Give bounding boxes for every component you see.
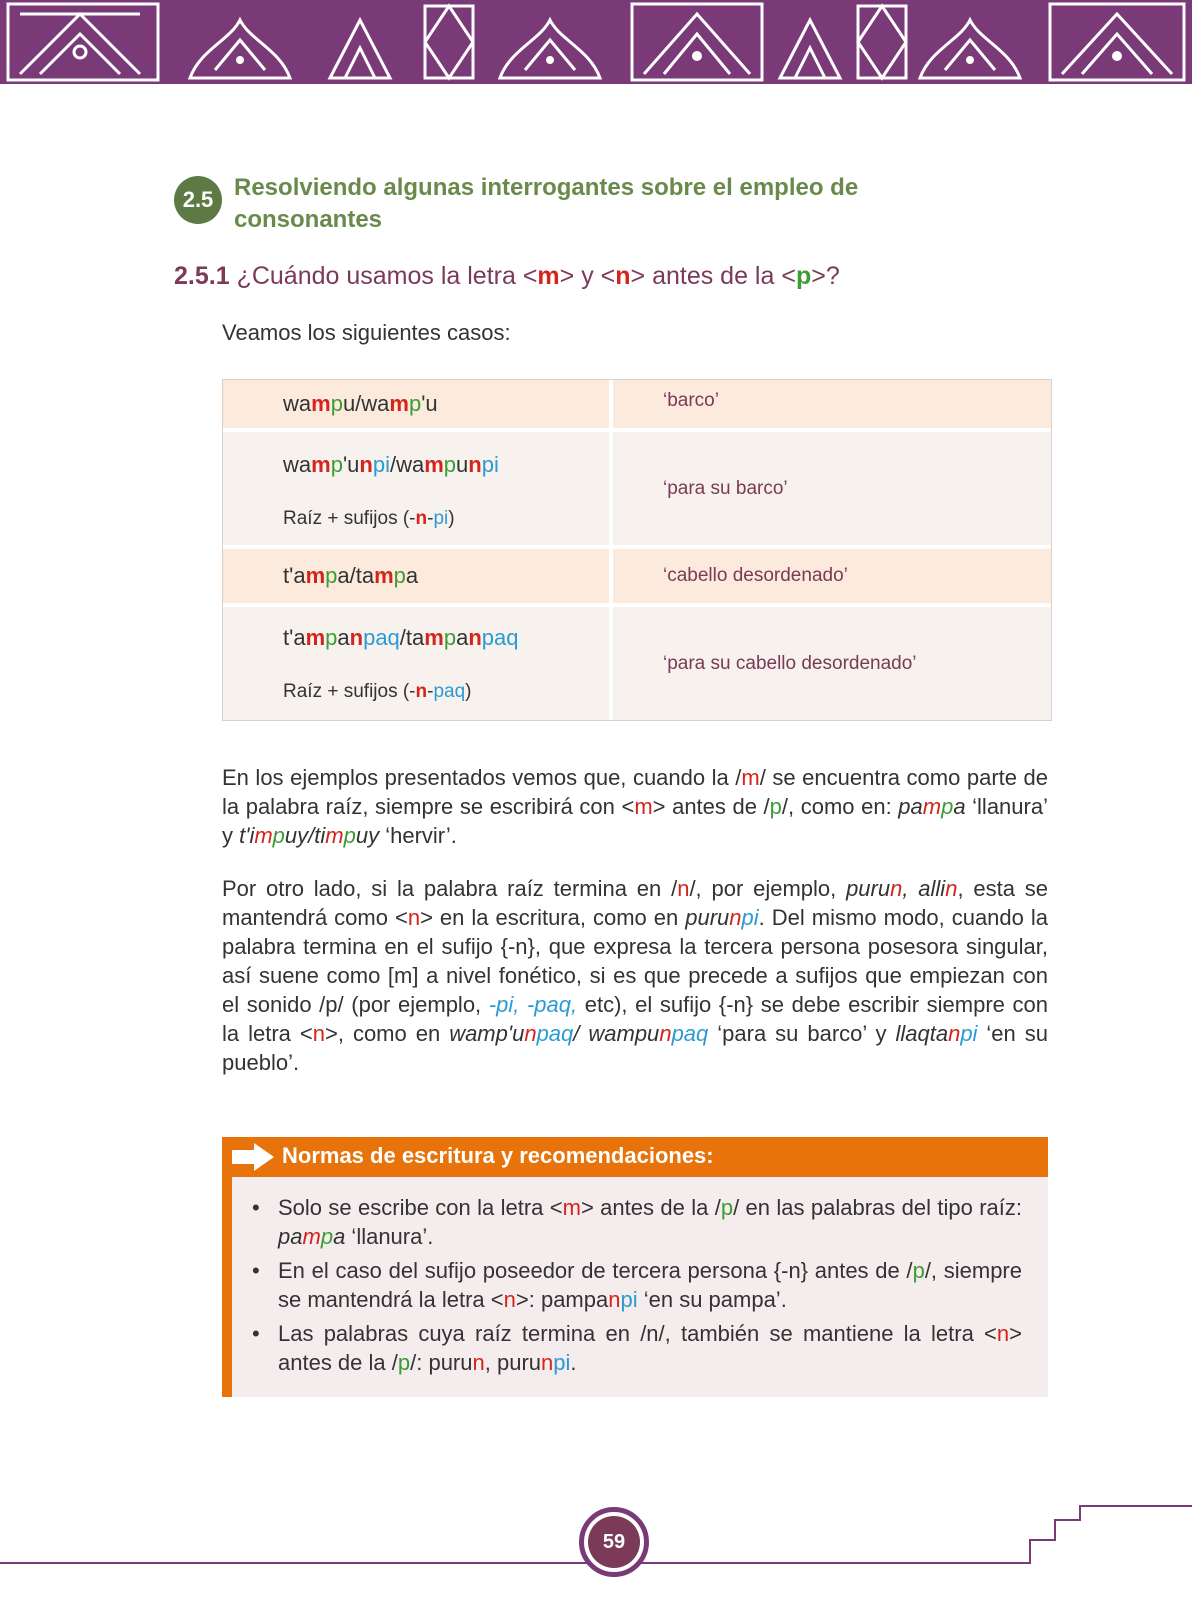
- table-row: [223, 607, 1051, 720]
- rules-title: Normas de escritura y recomendaciones:: [282, 1143, 714, 1168]
- page-number-badge: [579, 1507, 649, 1577]
- table-row: [223, 549, 1051, 607]
- word-cell: wampu/wamp'u: [223, 380, 613, 428]
- gloss-cell: ‘para su barco’: [663, 477, 788, 499]
- examples-table: [222, 379, 1052, 721]
- arrow-right-icon: [230, 1142, 276, 1172]
- root-suffix-note: Raíz + sufijos (-n-pi): [283, 508, 455, 529]
- root-suffix-note: Raíz + sufijos (-n-paq): [283, 681, 472, 702]
- word-cell: t'ampa/tampa: [223, 549, 613, 603]
- subsection-heading: [174, 262, 840, 291]
- list-item: • En el caso del sufijo poseedor de tercera persona {-n} antes de /p/, siempre se mantendrá la letra <n>: pampanpi ‘en su pampa’.: [252, 1256, 1022, 1314]
- table-row: [223, 432, 1051, 549]
- rules-list: [252, 1193, 1022, 1382]
- list-item: • Las palabras cuya raíz termina en /n/, también se mantiene la letra <n> antes de la /p/: purun, purunpi.: [252, 1319, 1022, 1377]
- section-title: Resolviendo algunas interrogantes sobre el empleo de consonantes: [234, 174, 859, 233]
- decorative-banner: [0, 0, 1192, 84]
- word-cell: wamp'unpi/wampunpi Raíz + sufijos (-n-pi): [223, 432, 613, 545]
- gloss-cell: ‘cabello desordenado’: [663, 565, 848, 586]
- paragraph-2: Por otro lado, si la palabra raíz termina en /n/, por ejemplo, purun, allin, esta se mantendrá como <n> en la escritura, como en purunpi. Del mismo modo, cuando la palabra termina en el sufijo {-n}, que expresa la tercera persona posesora singular, así suene como [m] a nivel fonético, si es que precede a sufijos que empiezan con el sonido /p/ (por ejemplo, -pi, -paq, etc), el sufijo {-n} se debe escribir siempre con la letra <n>, como en wamp'unpaq/ wampunpaq ‘para su barco’ y llaqtanpi ‘en su pueblo’.: [222, 876, 1049, 1075]
- gloss-cell: ‘para su cabello desordenado’: [663, 652, 917, 674]
- word-cell: t'ampanpaq/tampanpaq Raíz + sufijos (-n-paq): [223, 607, 613, 720]
- list-item: • Solo se escribe con la letra <m> antes de la /p/ en las palabras del tipo raíz: pampa ‘llanura’.: [252, 1193, 1022, 1251]
- rules-box: [222, 1137, 1048, 1397]
- gloss-cell: ‘barco’: [663, 390, 719, 411]
- section-heading: [174, 172, 954, 236]
- intro-text: Veamos los siguientes casos:: [222, 320, 511, 345]
- section-number-badge: 2.5: [174, 176, 222, 224]
- subsection-text: ¿Cuándo usamos la letra <m> y <n> antes de la <p>?: [236, 262, 840, 290]
- subsection-number: 2.5.1: [174, 262, 230, 290]
- paragraph-1: En los ejemplos presentados vemos que, cuando la /m/ se encuentra como parte de la palabra raíz, siempre se escribirá con <m> antes de /p/, como en: pampa ‘llanura’ y t'impuy/timpuy ‘hervir’.: [222, 765, 1049, 848]
- rules-header-bar: [222, 1137, 1048, 1177]
- table-row: [223, 380, 1051, 432]
- page-number: 59: [588, 1516, 640, 1568]
